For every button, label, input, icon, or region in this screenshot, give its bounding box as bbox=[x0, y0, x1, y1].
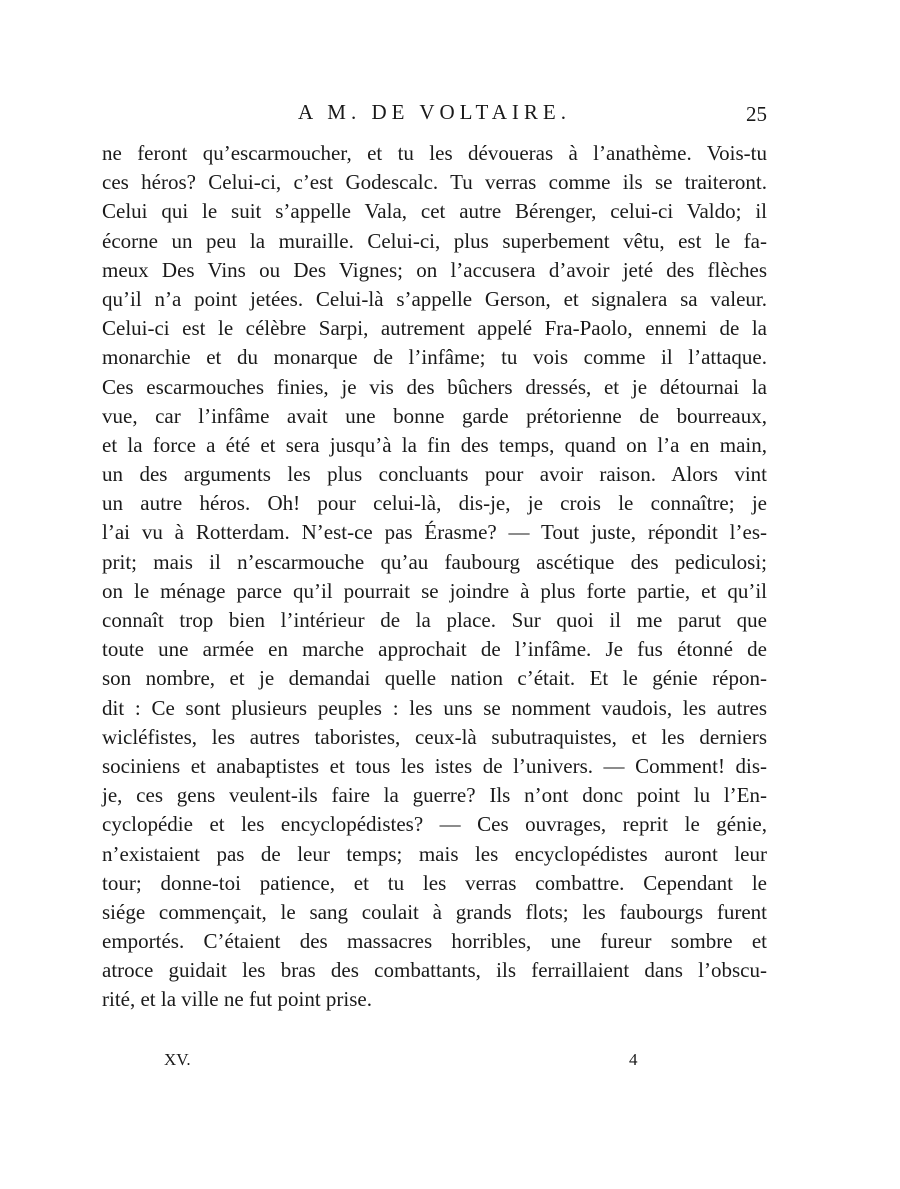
text-line: je, ces gens veulent-ils faire la guerre? Ils n’ont donc point lu l’En- bbox=[102, 783, 767, 808]
text-line: tour; donne-toi patience, et tu les verras combattre. Cependant le bbox=[102, 870, 767, 895]
text-line: Celui-ci est le célèbre Sarpi, autrement appelé Fra-Paolo, ennemi de la bbox=[102, 316, 767, 341]
text-line: dit : Ce sont plusieurs peuples : les uns se nomment vaudois, les autres bbox=[102, 695, 767, 720]
page-header bbox=[102, 100, 767, 134]
text-line: et la force a été et sera jusqu’à la fin des temps, quand on l’a en main, bbox=[102, 432, 767, 457]
text-line: prit; mais il n’escarmouche qu’au faubourg ascétique des pediculosi; bbox=[102, 549, 767, 574]
text-line: cyclopédie et les encyclopédistes? — Ces ouvrages, reprit le génie, bbox=[102, 812, 767, 837]
text-line: siége commençait, le sang coulait à grands flots; les faubourgs furent bbox=[102, 899, 767, 924]
text-line: vue, car l’infâme avait une bonne garde prétorienne de bourreaux, bbox=[102, 403, 767, 428]
text-line: l’ai vu à Rotterdam. N’est-ce pas Érasme? — Tout juste, répondit l’es- bbox=[102, 520, 767, 545]
text-line: un des arguments les plus concluants pour avoir raison. Alors vint bbox=[102, 462, 767, 487]
text-line: Ces escarmouches finies, je vis des bûchers dressés, et je détournai la bbox=[102, 374, 767, 399]
text-line: wicléfistes, les autres taboristes, ceux-là subutraquistes, et les derniers bbox=[102, 724, 767, 749]
text-line: ces héros? Celui-ci, c’est Godescalc. Tu verras comme ils se traiteront. bbox=[102, 170, 767, 195]
text-line: on le ménage parce qu’il pourrait se joindre à plus forte partie, et qu’il bbox=[102, 578, 767, 603]
text-line: atroce guidait les bras des combattants, ils ferraillaient dans l’obscu- bbox=[102, 958, 767, 983]
text-line-last: rité, et la ville ne fut point prise. bbox=[102, 987, 373, 1012]
text-line: son nombre, et je demandai quelle nation c’était. Et le génie répon- bbox=[102, 666, 767, 691]
text-line: sociniens et anabaptistes et tous les istes de l’univers. — Comment! dis- bbox=[102, 753, 767, 778]
text-line: écorne un peu la muraille. Celui-ci, plus superbement vêtu, est le fa- bbox=[102, 228, 767, 253]
text-line: emportés. C’étaient des massacres horribles, une fureur sombre et bbox=[102, 929, 767, 954]
text-line: Celui qui le suit s’appelle Vala, cet autre Bérenger, celui-ci Valdo; il bbox=[102, 199, 767, 224]
text-line: meux Des Vins ou Des Vignes; on l’accusera d’avoir jeté des flèches bbox=[102, 257, 767, 282]
sheet-number: 4 bbox=[629, 1050, 638, 1069]
text-line: ne feront qu’escarmoucher, et tu les dévoueras à l’anathème. Vois-tu bbox=[102, 141, 767, 165]
text-line: toute une armée en marche approchait de l’infâme. Je fus étonné de bbox=[102, 637, 767, 662]
running-title: A M. DE VOLTAIRE. bbox=[298, 100, 571, 124]
text-line: n’existaient pas de leur temps; mais les encyclopédistes auront leur bbox=[102, 841, 767, 866]
text-line: connaît trop bien l’intérieur de la place. Sur quoi il me parut que bbox=[102, 608, 767, 632]
text-line: qu’il n’a point jetées. Celui-là s’appelle Gerson, et signalera sa valeur. bbox=[102, 286, 767, 311]
page-footer bbox=[102, 1050, 767, 1080]
text-line: monarchie et du monarque de l’infâme; tu vois comme il l’attaque. bbox=[102, 345, 767, 370]
signature-mark: XV. bbox=[164, 1050, 191, 1069]
text-line: un autre héros. Oh! pour celui-là, dis-je, je crois le connaître; je bbox=[102, 491, 767, 516]
page-number: 25 bbox=[746, 102, 767, 126]
body-text bbox=[102, 139, 767, 1015]
